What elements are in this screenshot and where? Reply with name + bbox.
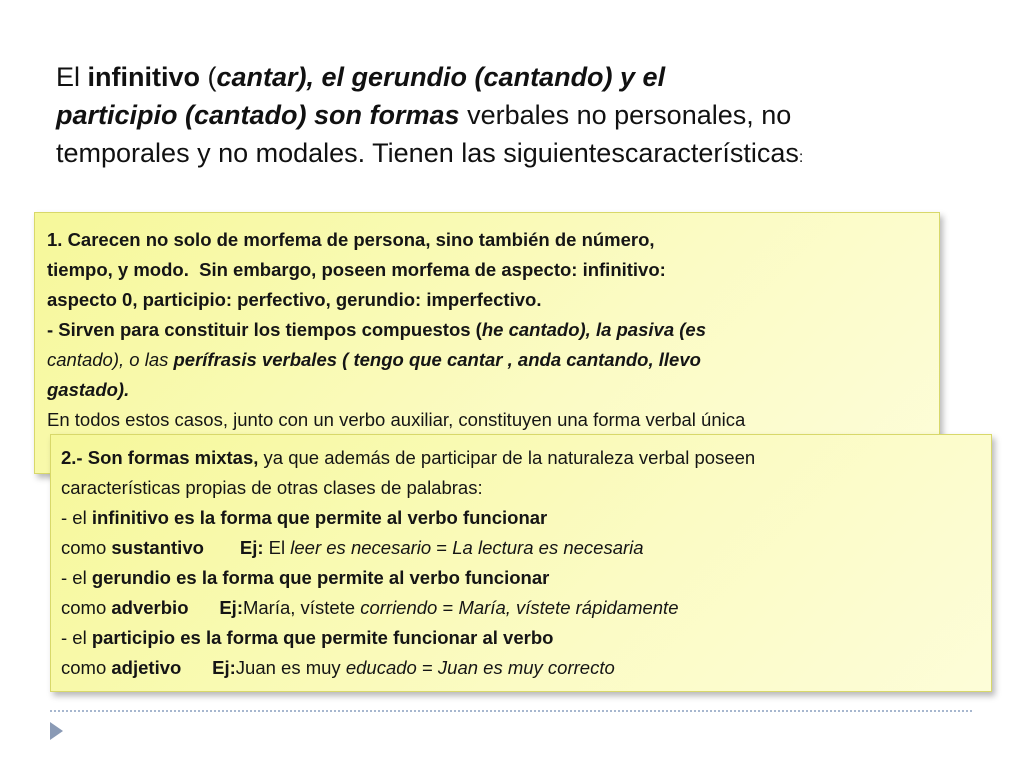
panel-1-text-segment: 1. Carecen no solo de morfema de persona, sino también de número, — [47, 229, 655, 250]
panel-1-text-segment: aspecto 0, participio: perfectivo, gerundio: imperfectivo. — [47, 289, 542, 310]
panel-1-line-4 — [47, 315, 927, 345]
panel-2-text-segment — [189, 597, 220, 618]
panel-2-text-segment: La lectura es necesaria — [452, 537, 644, 558]
panel-2-text-segment: Ej: — [219, 597, 243, 618]
panel-2-text-segment: Ej: — [212, 657, 236, 678]
panel-2-text-segment: Juan es muy — [235, 657, 346, 678]
panel-1-text-segment: En todos estos casos, junto con un verbo auxiliar, constituyen una forma verbal única — [47, 409, 746, 430]
panel-1-text-segment: - Sirven para constituir los tiempos compuestos ( — [47, 319, 482, 340]
panel-2 — [50, 434, 992, 692]
panel-2-text-segment: participio es la forma que permite funcionar al verbo — [91, 627, 554, 648]
panel-1-line-7 — [47, 405, 927, 435]
title-text-segment: ), el gerundio (cantando) y el — [297, 62, 666, 92]
panel-1-line-2 — [47, 255, 927, 285]
title-text-segment: ( — [200, 62, 217, 92]
panel-1-text-segment: gastado). — [47, 379, 130, 400]
panel-2-text-segment: = — [437, 597, 459, 618]
panel-2-text-segment: María, vístete rápidamente — [458, 597, 679, 618]
panel-2-text-segment: leer es necesario — [290, 537, 432, 558]
panel-2-text-segment: gerundio es la forma que permite al verbo funcionar — [91, 567, 550, 588]
panel-2-text-segment: sustantivo — [111, 537, 204, 558]
panel-2-text-segment: - el — [61, 627, 92, 648]
panel-2-line-8 — [61, 653, 983, 683]
panel-2-line-7 — [61, 623, 983, 653]
panel-2-line-4 — [61, 533, 983, 563]
panel-2-line-1 — [61, 443, 983, 473]
bullet-triangle-icon — [50, 722, 63, 740]
panel-1-text-segment: he cantado), la pasiva (es — [481, 319, 706, 340]
panel-2-text-segment: ya que además de participar de la naturaleza verbal poseen — [258, 447, 756, 468]
panel-1-line-1 — [47, 225, 927, 255]
panel-1-line-3 — [47, 285, 927, 315]
panel-2-text-segment: Juan es muy correcto — [437, 657, 615, 678]
title-text-segment: temporales y no modales. Tienen las siguientescaracterísticas — [56, 138, 799, 168]
panel-2-text-segment: como — [61, 597, 112, 618]
panel-2-text-segment: María, vístete — [242, 597, 361, 618]
panel-2-text-segment: - el — [61, 507, 92, 528]
panel-1-line-5 — [47, 345, 927, 375]
panel-1-text-segment: cantado), o las — [47, 349, 174, 370]
footer-divider — [50, 710, 972, 712]
panel-2-text-segment: Ej: — [239, 537, 264, 558]
panel-2-text-segment: - el — [61, 567, 92, 588]
title-text-segment: El — [56, 62, 88, 92]
panel-2-text-segment: educado — [345, 657, 417, 678]
title-text-segment: : — [798, 149, 804, 166]
slide-title — [56, 58, 956, 177]
panel-2-text-segment: = — [431, 537, 453, 558]
panel-1-line-6 — [47, 375, 927, 405]
title-text-segment: cantar — [216, 62, 298, 92]
panel-2-text-segment: adverbio — [111, 597, 189, 618]
panel-2-text-segment — [204, 537, 240, 558]
title-line-1 — [56, 58, 956, 96]
panel-2-text-segment — [181, 657, 212, 678]
panel-2-line-6 — [61, 593, 983, 623]
panel-2-text-segment: infinitivo es la forma que permite al verbo funcionar — [91, 507, 548, 528]
panel-2-text-segment: características propias de otras clases de palabras: — [61, 477, 483, 498]
panel-2-line-2 — [61, 473, 983, 503]
panel-2-text-segment: 2.- Son formas mixtas, — [61, 447, 259, 468]
panel-1-text-segment: perífrasis verbales ( tengo que cantar , anda cantando, llevo — [173, 349, 701, 370]
panel-1-text-segment: tiempo, y modo. Sin embargo, poseen morfema de aspecto: infinitivo: — [47, 259, 666, 280]
panel-2-text-segment: El — [263, 537, 291, 558]
panel-2-text-segment: = — [416, 657, 438, 678]
title-text-segment: participio (cantado) son formas — [56, 100, 460, 130]
panel-2-line-3 — [61, 503, 983, 533]
title-line-3 — [56, 134, 956, 177]
panel-2-text-segment: corriendo — [360, 597, 438, 618]
panel-2-line-5 — [61, 563, 983, 593]
panel-2-text-segment: como — [61, 657, 112, 678]
title-text-segment: verbales no personales, no — [459, 100, 792, 130]
title-line-2 — [56, 96, 956, 134]
panel-2-text-segment: adjetivo — [111, 657, 182, 678]
title-text-segment: infinitivo — [87, 62, 200, 92]
panel-2-text-segment: como — [61, 537, 112, 558]
